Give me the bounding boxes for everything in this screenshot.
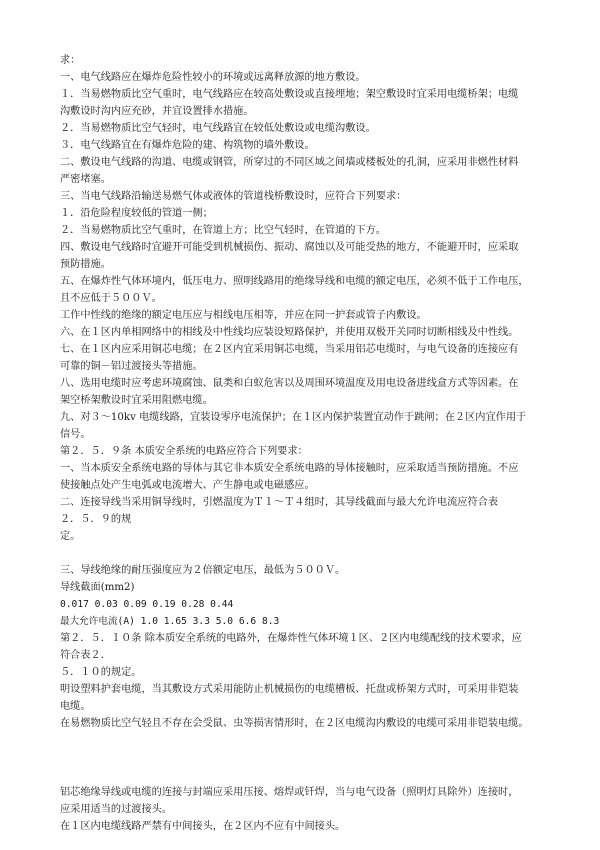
text-line: 三、当电气线路沿输送易燃气体或液体的管道栈桥敷设时，应符合下列要求： <box>60 191 407 202</box>
text-line: 明设塑料护套电缆，当其敷设方式采用能防止机械损伤的电缆槽板、托盘或桥架方式时，可采用非铠装 <box>60 684 519 695</box>
text-line: 且不应低于５００Ｖ。 <box>60 293 162 304</box>
text-line: 在１区内电缆线路严禁有中间接头，在２区内不应有中间接头。 <box>60 821 346 832</box>
text-line: １．沿危险程度较低的管道一侧； <box>60 208 213 219</box>
text-line: 四、敷设电气线路时宜避开可能受到机械损伤、振动、腐蚀以及可能受热的地方，不能避开时，应采取 <box>60 242 519 253</box>
table-row: 0.017 0.03 0.09 0.19 0.28 0.44 <box>60 599 234 610</box>
text-line: 二、敷设电气线路的沟道、电缆或钢管，所穿过的不同区域之间墙或楼板处的孔洞，应采用非燃性材料 <box>60 157 519 168</box>
text-line: 五、在爆炸性气体环境内，低压电力、照明线路用的绝缘导线和电缆的额定电压，必须不低于工作电压， <box>60 276 529 287</box>
text-line: ２．５．９的规 <box>60 514 132 525</box>
text-line: 在易燃物质比空气轻且不存在会受鼠、虫等损害情形时，在２区电缆沟内敷设的电缆可采用非铠装电缆。 <box>60 718 529 729</box>
text-line: 一、电气线路应在爆炸危险性较小的环境或远离释放源的地方敷设。 <box>60 72 366 83</box>
text-line: 使接触点处产生电弧或电流增大、产生静电或电磁感应。 <box>60 480 315 491</box>
text-line: １．当易燃物质比空气重时，电气线路应在较高处敷设或直接埋地；架空敷设时宜采用电缆桥架；电缆 <box>60 89 519 100</box>
text-line: 七、在１区内应采用铜芯电缆；在２区内宜采用铜芯电缆，当采用铝芯电缆时，与电气设备的连接应有 <box>60 344 519 355</box>
text-line: 铝芯绝缘导线或电缆的连接与封端应采用压接、熔焊或钎焊，当与电气设备（照明灯具除外）连接时， <box>60 787 519 798</box>
text-line: 求： <box>60 55 81 66</box>
text-line: 六、在１区内单相网络中的相线及中性线均应装设短路保护，并使用双极开关同时切断相线及中性线。 <box>60 327 519 338</box>
document-body <box>60 52 550 835</box>
text-line: 一、当本质安全系统电路的导体与其它非本质安全系统电路的导体接触时，应采取适当预防措施。不应 <box>60 463 519 474</box>
text-line: 应采用适当的过渡接头。 <box>60 804 173 815</box>
table-row: 最大允许电流(A) 1.0 1.65 3.3 5.0 6.6 8.3 <box>60 616 280 627</box>
text-line: 定。 <box>60 531 81 542</box>
text-line: 电缆。 <box>60 701 91 712</box>
text-line: ２．当易燃物质比空气轻时，电气线路宜在较低处敷设或电缆沟敷设。 <box>60 123 376 134</box>
text-line: 工作中性线的绝缘的额定电压应与相线电压相等，并应在同一护套或管子内敷设。 <box>60 310 427 321</box>
text-line: 三、导线绝缘的耐压强度应为２倍额定电压，最低为５００Ｖ。 <box>60 565 346 576</box>
text-line: 信号。 <box>60 429 91 440</box>
text-line: 符合表２． <box>60 650 111 661</box>
table-caption: 导线截面(mm2) <box>60 582 135 593</box>
text-line: 二、连接导线当采用铜导线时，引燃温度为Ｔ１～Ｔ４组时，其导线截面与最大允许电流应符合表 <box>60 497 499 508</box>
text-line: 架空桥架敷设时宜采用阻燃电缆。 <box>60 395 213 406</box>
text-line: 可靠的铜－铝过渡接头等措施。 <box>60 361 203 372</box>
text-line: ５．１０的规定。 <box>60 667 142 678</box>
text-line: 八、选用电缆时应考虑环境腐蚀、鼠类和白蚁危害以及周围环境温度及用电设备进线盒方式等因素。在 <box>60 378 519 389</box>
text-line: 预防措施。 <box>60 259 111 270</box>
text-line: 第２．５．９条 本质安全系统的电路应符合下列要求： <box>60 446 308 457</box>
text-line: ３．电气线路宜在有爆炸危险的建、构筑物的墙外敷设。 <box>60 140 315 151</box>
text-line: 沟敷设时沟内应充砂，并宜设置排水措施。 <box>60 106 254 117</box>
text-line: ２．当易燃物质比空气重时，在管道上方；比空气轻时，在管道的下方。 <box>60 225 386 236</box>
text-line: 第２．５．１０条 除本质安全系统的电路外，在爆炸性气体环境１区、２区内电缆配线的技术要求，应 <box>60 633 522 644</box>
text-line: 严密堵塞。 <box>60 174 111 185</box>
text-line: 九、对３～10kv 电缆线路，宜装设零序电流保护；在１区内保护装置宜动作于跳闸；在２区内宜作用于 <box>60 412 527 423</box>
